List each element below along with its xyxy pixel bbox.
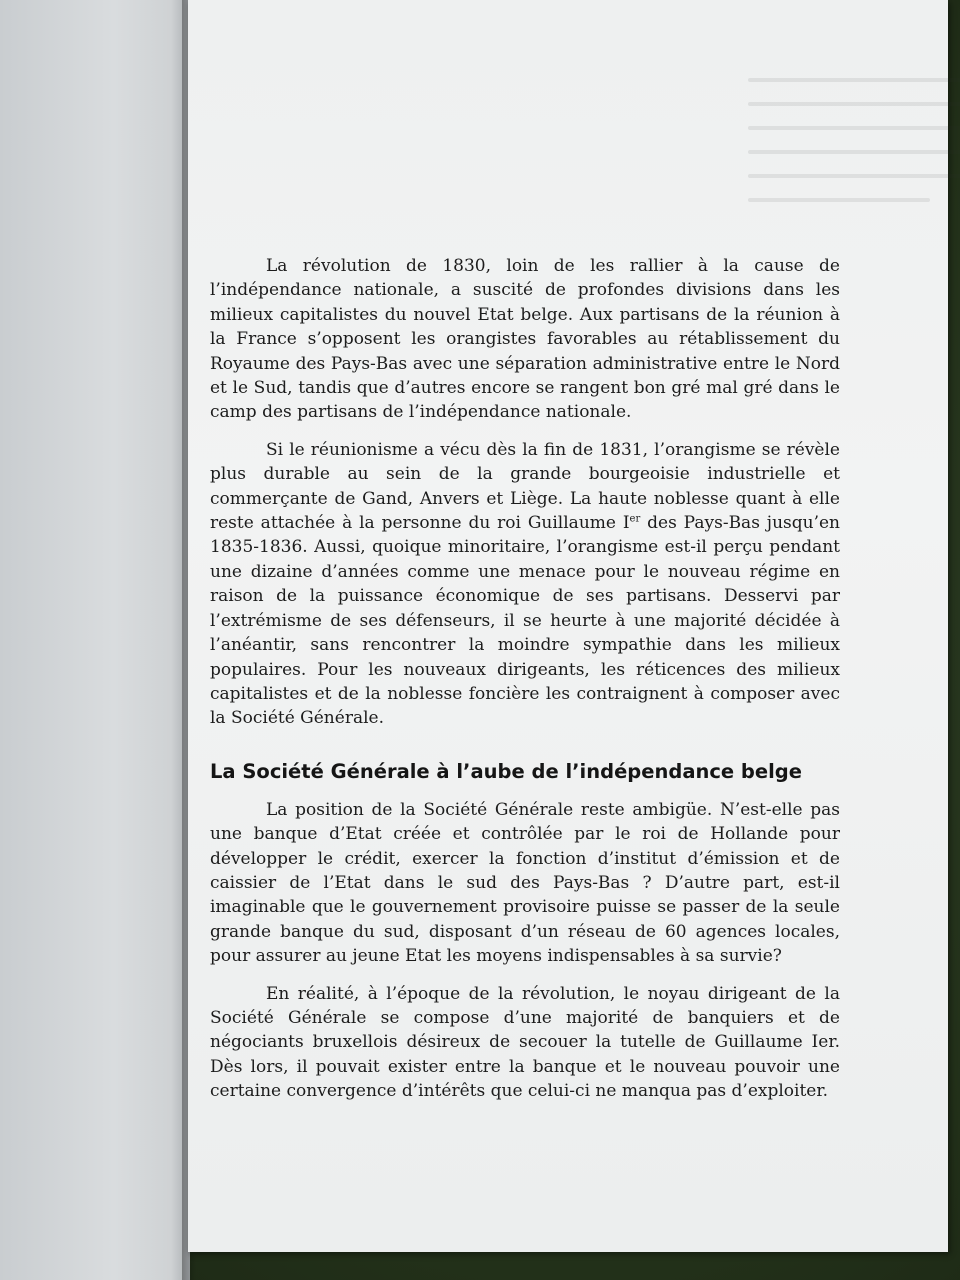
section-heading: La Société Générale à l’aube de l’indépendance belge bbox=[210, 759, 802, 783]
paragraph-2-part-2: des Pays-Bas jusqu’en 1835-1836. Aussi, quoique minoritaire, l’orangisme est-il perçu pendant une dizaine d’années comme une menace pour le nouveau régime en raison de la puissance économique de ses partisans. Desservi par l’extrémisme de ses défenseurs, il se heurte à une majorité décidée à l’anéantir, sans rencontrer la moindre sympathie dans les milieux populaires. Pour les nouveaux dirigeants, les réticences des milieux capitalistes et de la noblesse foncière les contraignent à composer avec la Société Générale. bbox=[210, 513, 840, 729]
show-through-text bbox=[748, 78, 960, 258]
paragraph-1: La révolution de 1830, loin de les rallier à la cause de l’indépendance nationale, a suscité de profondes divisions dans les milieux capitalistes du nouvel Etat belge. Aux partisans de la réunion à la France s’opposent les orangistes favorables au rétablissement du Royaume des Pays-Bas avec une séparation administrative entre le Nord et le Sud, tandis que d’autres encore se rangent bon gré mal gré dans le camp des partisans de l’indépendance nationale. bbox=[210, 256, 840, 423]
paragraph-3: La position de la Société Générale reste ambigüe. N’est-elle pas une banque d’Etat créée et contrôlée par le roi de Hollande pour développer le crédit, exercer la fonction d’institut d’émission et de caissier de l’Etat dans le sud des Pays-Bas ? D’autre part, est-il imaginable que le gouvernement provisoire puisse se passer de la seule grande banque du sud, disposant d’un réseau de 60 agences locales, pour assurer au jeune Etat les moyens indispensables à sa survie? bbox=[210, 799, 840, 967]
left-page bbox=[0, 0, 190, 1280]
paragraph-2-part-1: Si le réunionisme a vécu dès la fin de 1831, l’orangisme se révèle plus durable au sein de la grande bourgeoisie industrielle et commerçante de Gand, Anvers et Liège. La haute noblesse quant à elle reste attachée à la personne du roi Guillaume I bbox=[210, 439, 840, 534]
superscript-er: er bbox=[629, 513, 641, 525]
paragraph-2 bbox=[210, 438, 840, 731]
page-text bbox=[210, 254, 840, 1117]
paragraph-4: En réalité, à l’époque de la révolution, le noyau dirigeant de la Société Générale se compose d’une majorité de banquiers et de négociants bruxellois désireux de secouer la tutelle de Guillaume Ier. Dès lors, il pouvait exister entre la banque et le nouveau pouvoir une certaine convergence d’intérêts que celui-ci ne manqua pas d’exploiter. bbox=[210, 983, 840, 1102]
